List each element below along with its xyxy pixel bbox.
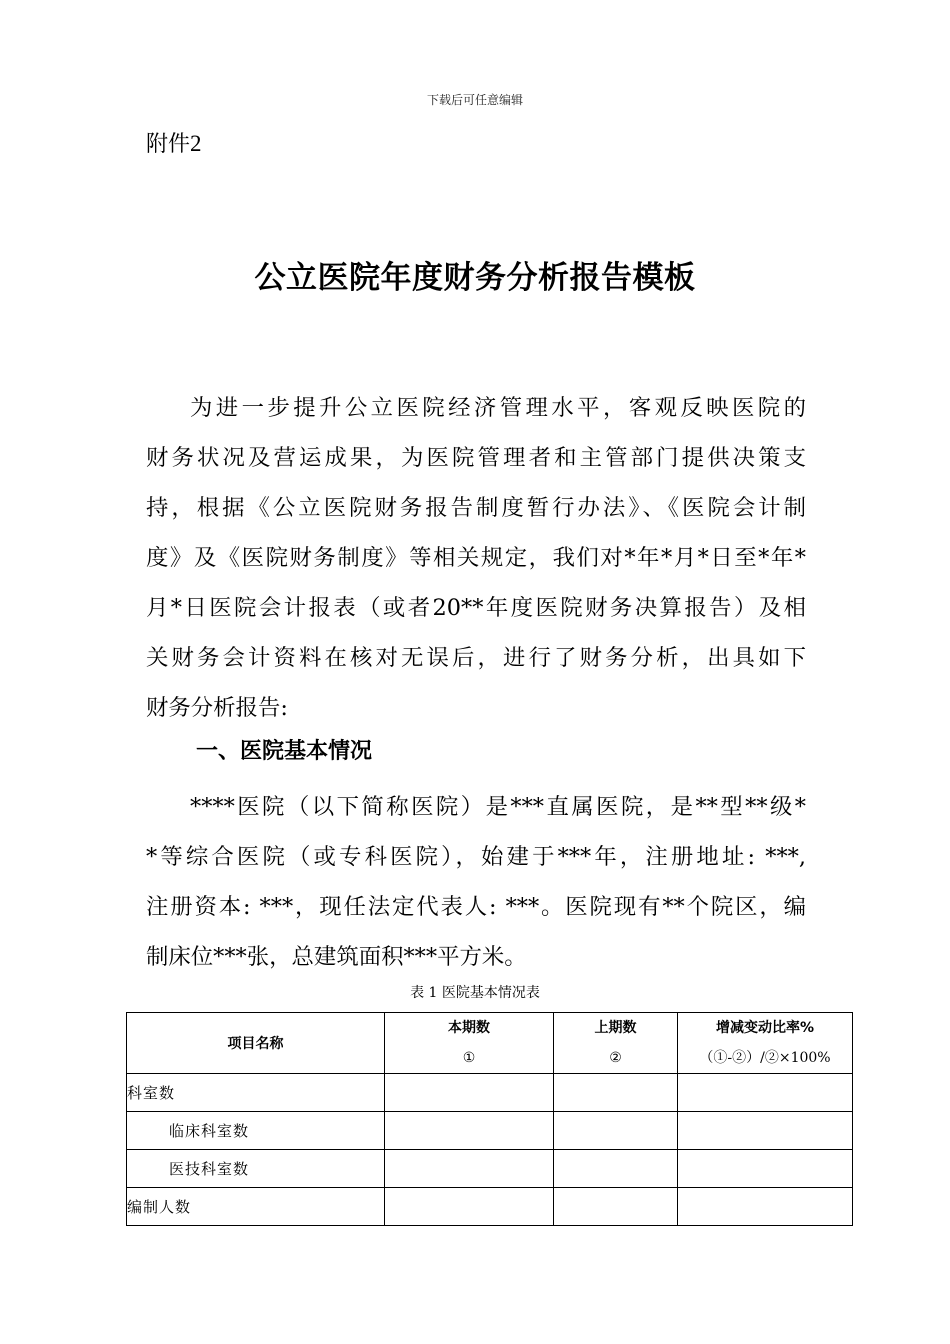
cell-change bbox=[678, 1188, 853, 1226]
cell-change bbox=[678, 1074, 853, 1112]
intro-line: 度》及《医院财务制度》等相关规定，我们对*年*月*日至*年* bbox=[146, 545, 806, 571]
basic-info-table bbox=[126, 1012, 853, 1226]
attachment-number: 2 bbox=[190, 131, 202, 156]
section-heading-basic-info: 一、医院基本情况 bbox=[196, 739, 373, 764]
basic-info-paragraph bbox=[146, 782, 806, 982]
attachment-text: 附件 bbox=[146, 132, 191, 157]
basic-info-line: ****医院（以下简称医院）是***直属医院，是**型**级* bbox=[190, 794, 806, 820]
cell-change bbox=[678, 1112, 853, 1150]
cell-change bbox=[678, 1150, 853, 1188]
table-row bbox=[127, 1074, 853, 1112]
cell-previous bbox=[554, 1150, 678, 1188]
cell-previous bbox=[554, 1074, 678, 1112]
intro-paragraph bbox=[146, 383, 806, 733]
header-current-period: 本期数 ① bbox=[385, 1013, 554, 1074]
intro-line: 持，根据《公立医院财务报告制度暂行办法》、《医院会计制 bbox=[146, 495, 806, 521]
header-note: 下载后可任意编辑 bbox=[426, 93, 523, 107]
attachment-label bbox=[146, 127, 202, 158]
row-label: 编制人数 bbox=[127, 1188, 385, 1226]
row-label: 临床科室数 bbox=[127, 1112, 385, 1150]
cell-current bbox=[385, 1150, 554, 1188]
intro-line: 关财务会计资料在核对无误后，进行了财务分析，出具如下 bbox=[146, 645, 806, 671]
basic-info-line: 制床位***张，总建筑面积***平方米。 bbox=[146, 944, 527, 970]
cell-current bbox=[385, 1074, 554, 1112]
basic-info-line: *等综合医院（或专科医院），始建于***年，注册地址: ***, bbox=[146, 844, 806, 870]
cell-previous bbox=[554, 1188, 678, 1226]
document-title: 公立医院年度财务分析报告模板 bbox=[254, 260, 696, 296]
intro-line: 财务分析报告: bbox=[146, 695, 288, 721]
table-caption: 表 1 医院基本情况表 bbox=[410, 985, 540, 1001]
table-header-row bbox=[127, 1013, 853, 1074]
row-label: 科室数 bbox=[127, 1074, 385, 1112]
basic-info-line: 注册资本: ***，现任法定代表人: ***。医院现有**个院区，编 bbox=[146, 894, 806, 920]
cell-current bbox=[385, 1112, 554, 1150]
table-row bbox=[127, 1112, 853, 1150]
table-row bbox=[127, 1188, 853, 1226]
row-label: 医技科室数 bbox=[127, 1150, 385, 1188]
cell-previous bbox=[554, 1112, 678, 1150]
intro-line: 月*日医院会计报表（或者20**年度医院财务决算报告）及相 bbox=[146, 595, 806, 621]
cell-current bbox=[385, 1188, 554, 1226]
table-row bbox=[127, 1150, 853, 1188]
intro-line: 为进一步提升公立医院经济管理水平，客观反映医院的 bbox=[190, 395, 806, 421]
header-change-ratio: 增减变动比率% （①-②）/②×100% bbox=[678, 1013, 853, 1074]
header-previous-period: 上期数 ② bbox=[554, 1013, 678, 1074]
header-item-name: 项目名称 bbox=[127, 1013, 385, 1074]
intro-line: 财务状况及营运成果，为医院管理者和主管部门提供决策支 bbox=[146, 445, 806, 471]
